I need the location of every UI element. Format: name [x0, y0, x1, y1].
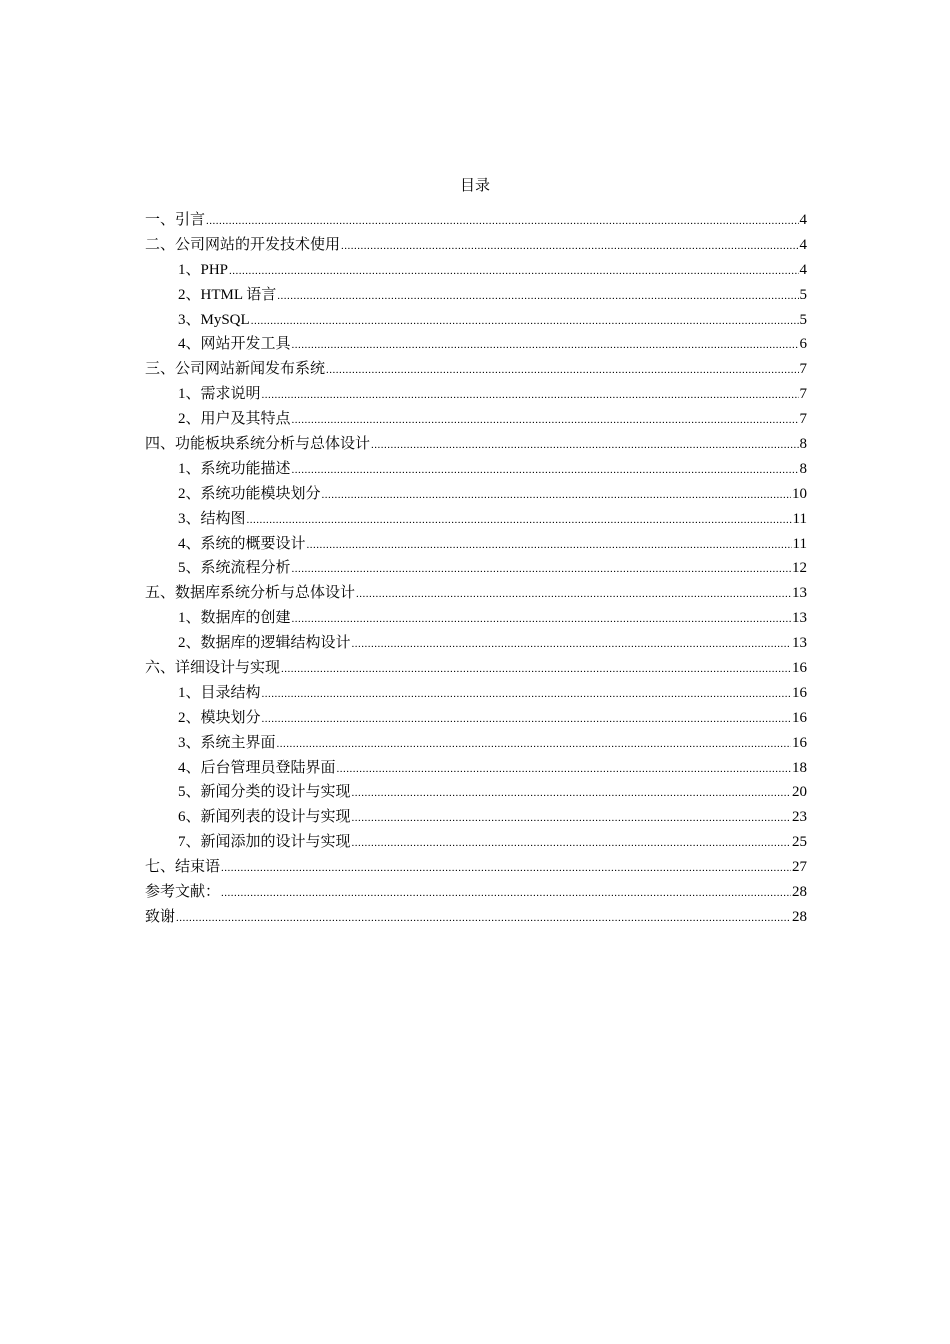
dot-leader [307, 533, 792, 558]
toc-entry[interactable] [145, 805, 807, 830]
toc-entry-page-number: 4 [799, 261, 807, 278]
toc-entry-label: 5、系统流程分析 [178, 560, 291, 577]
toc-entry[interactable] [145, 332, 807, 357]
toc-entry-page-number: 13 [792, 610, 807, 627]
toc-entry-label: 1、数据库的创建 [178, 610, 291, 627]
toc-entry[interactable] [145, 308, 807, 333]
dot-leader [371, 433, 798, 458]
toc-entry-label: 1、需求说明 [178, 386, 261, 403]
toc-entry-page-number: 6 [799, 336, 807, 353]
dot-leader [352, 781, 791, 806]
table-of-contents [145, 208, 807, 930]
toc-entry-page-number: 13 [792, 635, 807, 652]
toc-entry-page-number: 4 [799, 212, 807, 228]
toc-entry-label: 6、新闻列表的设计与实现 [178, 809, 351, 826]
dot-leader [322, 483, 791, 508]
toc-entry[interactable] [145, 233, 807, 258]
toc-entry-page-number: 4 [799, 236, 807, 253]
toc-entry-page-number: 27 [792, 859, 807, 876]
dot-leader [206, 209, 798, 234]
toc-entry-page-number: 25 [792, 834, 807, 851]
dot-leader [292, 408, 799, 433]
toc-title: 目录 [459, 178, 490, 194]
dot-leader [326, 358, 798, 383]
toc-entry[interactable] [145, 532, 807, 557]
toc-entry-page-number: 11 [792, 535, 807, 552]
toc-entry-label: 三、公司网站新闻发布系统 [145, 361, 326, 378]
dot-leader [229, 259, 798, 284]
toc-entry[interactable] [145, 656, 807, 681]
toc-entry[interactable] [145, 382, 807, 407]
toc-entry[interactable] [145, 432, 807, 457]
dot-leader [277, 284, 798, 309]
toc-entry-label: 1、PHP [178, 261, 229, 278]
dot-leader [277, 732, 791, 757]
toc-entry-label: 1、目录结构 [178, 684, 261, 701]
toc-entry-page-number: 8 [799, 460, 807, 477]
toc-entry-page-number: 16 [792, 660, 807, 677]
dot-leader [292, 458, 799, 483]
toc-entry-label: 3、系统主界面 [178, 734, 276, 751]
toc-entry[interactable] [145, 482, 807, 507]
toc-entry[interactable] [145, 706, 807, 731]
toc-entry[interactable] [145, 681, 807, 706]
dot-leader [221, 856, 791, 881]
toc-entry-page-number: 7 [799, 361, 807, 378]
toc-entry-page-number: 16 [792, 709, 807, 726]
toc-entry-label: 7、新闻添加的设计与实现 [178, 834, 351, 851]
toc-entry-label: 五、数据库系统分析与总体设计 [145, 585, 356, 602]
toc-entry[interactable] [145, 855, 807, 880]
dot-leader [281, 657, 791, 682]
toc-entry-page-number: 28 [792, 884, 807, 901]
toc-entry-label: 3、结构图 [178, 510, 246, 527]
toc-entry-page-number: 13 [792, 585, 807, 602]
toc-entry-label: 2、系统功能模块划分 [178, 485, 321, 502]
toc-entry-page-number: 12 [792, 560, 807, 577]
toc-entry-page-number: 7 [799, 411, 807, 428]
toc-entry-page-number: 20 [792, 784, 807, 801]
toc-entry[interactable] [145, 606, 807, 631]
toc-entry-page-number: 7 [799, 386, 807, 403]
toc-entry-label: 参考文献： [145, 884, 221, 901]
dot-leader [262, 707, 791, 732]
toc-entry[interactable] [145, 258, 807, 283]
toc-entry[interactable] [145, 780, 807, 805]
toc-entry-page-number: 5 [799, 311, 807, 328]
toc-entry-label: 2、HTML 语言 [178, 286, 277, 303]
dot-leader [221, 881, 791, 906]
toc-entry-page-number: 18 [792, 759, 807, 776]
toc-entry-label: 1、系统功能描述 [178, 460, 291, 477]
toc-entry[interactable] [145, 507, 807, 532]
toc-entry-page-number: 16 [792, 734, 807, 751]
toc-entry[interactable] [145, 905, 807, 930]
toc-entry[interactable] [145, 357, 807, 382]
toc-entry-label: 3、MySQL [178, 311, 250, 328]
toc-entry-label: 2、数据库的逻辑结构设计 [178, 635, 351, 652]
dot-leader [352, 632, 791, 657]
dot-leader [352, 806, 791, 831]
toc-entry-label: 致谢 [145, 908, 176, 925]
dot-leader [292, 333, 799, 358]
toc-entry-label: 一、引言 [145, 212, 206, 228]
toc-entry-page-number: 10 [792, 485, 807, 502]
toc-entry-label: 4、后台管理员登陆界面 [178, 759, 336, 776]
toc-entry-page-number: 5 [799, 286, 807, 303]
dot-leader [292, 557, 791, 582]
toc-entry[interactable] [145, 731, 807, 756]
dot-leader [176, 906, 791, 931]
toc-entry[interactable] [145, 208, 807, 233]
toc-entry-label: 4、系统的概要设计 [178, 535, 306, 552]
toc-entry-page-number: 8 [799, 436, 807, 453]
toc-entry-label: 4、网站开发工具 [178, 336, 291, 353]
toc-entry[interactable] [145, 880, 807, 905]
toc-entry[interactable] [145, 457, 807, 482]
toc-entry[interactable] [145, 581, 807, 606]
toc-entry-page-number: 28 [792, 908, 807, 925]
toc-entry-label: 二、公司网站的开发技术使用 [145, 236, 341, 253]
toc-entry-label: 七、结束语 [145, 859, 221, 876]
toc-entry-page-number: 23 [792, 809, 807, 826]
toc-entry[interactable] [145, 556, 807, 581]
dot-leader [262, 682, 791, 707]
toc-entry-label: 四、功能板块系统分析与总体设计 [145, 436, 371, 453]
dot-leader [262, 383, 799, 408]
dot-leader [292, 607, 791, 632]
toc-entry-label: 2、模块划分 [178, 709, 261, 726]
dot-leader [247, 508, 792, 533]
toc-entry[interactable] [145, 283, 807, 308]
toc-entry-page-number: 11 [792, 510, 807, 527]
dot-leader [251, 309, 799, 334]
toc-entry-label: 六、详细设计与实现 [145, 660, 281, 677]
toc-entry[interactable] [145, 830, 807, 855]
dot-leader [341, 234, 798, 259]
toc-entry[interactable] [145, 756, 807, 781]
toc-entry-label: 2、用户及其特点 [178, 411, 291, 428]
toc-entry[interactable] [145, 407, 807, 432]
dot-leader [356, 582, 791, 607]
dot-leader [352, 831, 791, 856]
toc-entry[interactable] [145, 631, 807, 656]
dot-leader [337, 757, 791, 782]
toc-entry-label: 5、新闻分类的设计与实现 [178, 784, 351, 801]
toc-entry-page-number: 16 [792, 684, 807, 701]
